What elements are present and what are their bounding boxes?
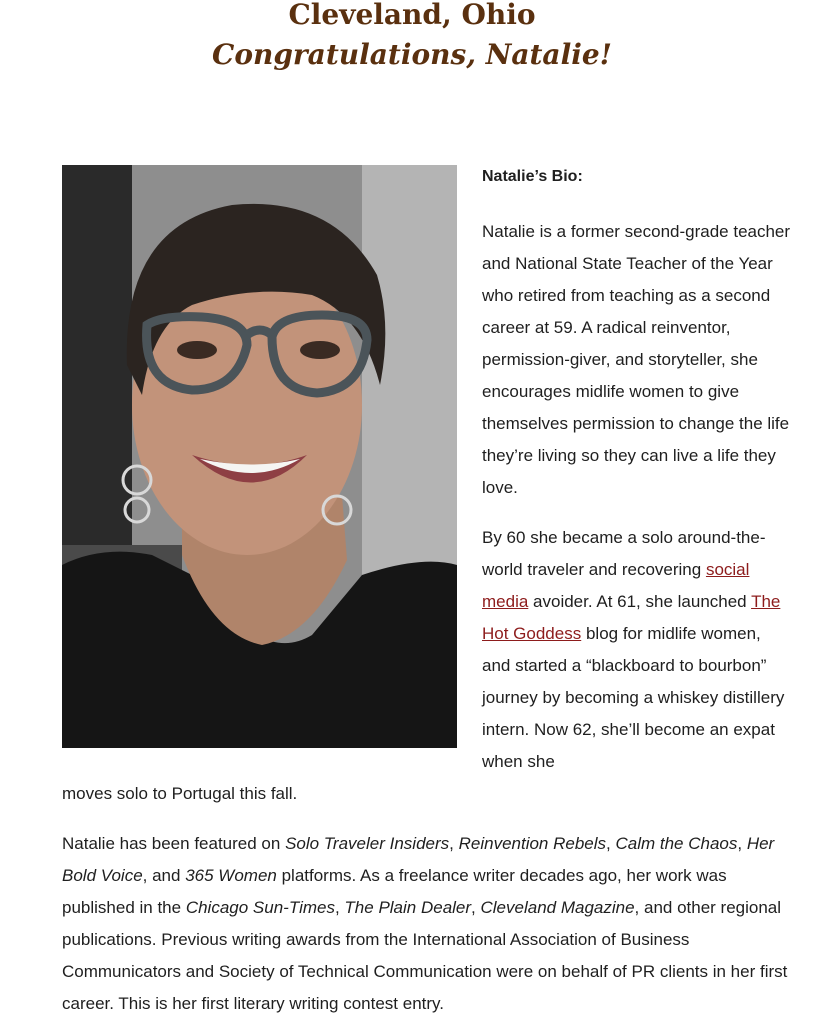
bio-paragraph-2-tail: moves solo to Portugal this fall. — [62, 784, 298, 803]
bio-text-span: blog for midlife women, and started a “blackboard to bourbon” journey by becoming a whiskey distillery intern. Now 62, she’ll become an expat when she — [482, 624, 785, 771]
bio-text-span: By 60 she became a solo around-the-world traveler and recovering — [482, 528, 766, 579]
bio-text-span: , — [471, 898, 481, 917]
congratulations-heading: Congratulations, Natalie! — [212, 38, 612, 71]
publication-title: Chicago Sun-Times — [185, 898, 335, 917]
bio-text-span: , — [606, 834, 616, 853]
bio-paragraph-1: Natalie is a former second-grade teacher and National State Teacher of the Year who retired from teaching as a second career at 59. A radical reinventor, permission-giver, and storyteller, she encourages midlife women to give themselves permission to change the life they’re living so they can live a life they love. — [482, 222, 791, 497]
portrait-photo — [62, 165, 457, 748]
bio-text-span: avoider. At 61, she launched — [528, 592, 752, 611]
bio-heading: Natalie’s Bio: — [482, 168, 583, 185]
social-media-link[interactable]: social media — [482, 560, 750, 611]
bio-text-span: , and — [142, 866, 186, 885]
bio-text-span: , and other regional publications. Previous writing awards from the International Association of Business Communicators and Society of Technical Communication were on behalf of PR clients in her first career. This is her first literary writing contest entry. — [62, 898, 788, 1013]
bio-text-span: , — [334, 898, 345, 917]
portrait-illustration — [62, 165, 457, 748]
bio-text-span: platforms. As a freelance writer decades ago, her work was published in the — [62, 866, 727, 917]
publication-title: 365 Women — [185, 866, 277, 885]
publication-title: Her Bold Voice — [62, 834, 775, 885]
publication-title: Solo Traveler Insiders — [285, 834, 450, 853]
publication-title: Reinvention Rebels — [458, 834, 607, 853]
bio-paragraph-2 — [482, 522, 792, 778]
bio-paragraph-3 — [62, 828, 792, 1020]
location-heading: Cleveland, Ohio — [288, 0, 536, 31]
hot-goddess-link[interactable]: The Hot Goddess — [482, 592, 781, 643]
bio-text-span: , — [449, 834, 459, 853]
publication-title: The Plain Dealer — [344, 898, 472, 917]
bio-text-span: , — [737, 834, 747, 853]
publication-title: Cleveland Magazine — [480, 898, 635, 917]
publication-title: Calm the Chaos — [615, 834, 738, 853]
bio-text-span: Natalie has been featured on — [62, 834, 286, 853]
